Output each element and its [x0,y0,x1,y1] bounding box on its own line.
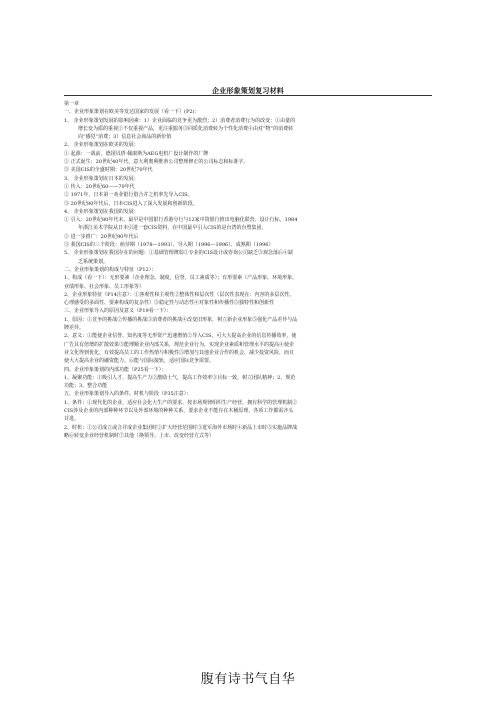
text-line: ② 正式诞生：20世纪40年代，意大利奥利维蒂公司整理修正的公司标志和标准字。 [64,159,249,166]
text-line: 1、构成（看一下）：无形要素（企业理念、制度、信誉、员工素质等）；有形要素（产品形象、环境形象、 [64,275,298,282]
text-line: 四、企业形象策划的内部功能（P25看一下）： [64,366,167,373]
text-line: 5、 企业形象策划在我国存在的问题：①基础管理薄弱②专业的CIS设计或咨询公司缺乏③观念落后④缺 [64,250,294,257]
text-line: 1、条件：①现代化的企业，适应社会化大生产的要求，按市场规律组织生产经营，拥有科学的管理机制② [64,399,298,406]
title-rule [64,95,432,96]
text-line: 并进。 [64,416,80,423]
page-title: 企业形象策划复习材料 [212,86,284,95]
text-line: ③ 20世纪80年代后，日本CIS进入了深入发展和创新阶段。 [64,200,198,207]
text-line: 一、企业形象策划在欧美等发达国家的发展（看一下）(P2)： [64,109,200,116]
text-line: ① 起源：一战前，德国贝塔·佩康斯为AEG电机厂设计制作的厂牌 [64,150,209,157]
text-line: 功能；3、整合功能 [64,383,108,390]
text-line: CIS涉及企业的内部种种环节以及外部环境的种种关系，要求企业不能存在木桶原理，各项工作都需齐头 [64,407,294,414]
text-line: 2、企业形象特征（P14注意）：①客观性和主观性②整体性和层次性（层次性表现在：内容的多层次性、 [64,291,295,298]
text-line: 1、凝聚功能：①吸引人才，提高生产力②激励士气，提高工作效率③目标一致，树立团队精神；2、规范 [64,374,296,381]
text-line: 广告具有倍增的扩散效果③能理顺企业内部关系，规范企业行为，实现企业素质和管理水平的提高④使企 [64,341,295,348]
text-line: 业绩形象、社会形象、员工形象等） [64,283,145,290]
text-line: 业文化得到优化，有效提高员工的工作热情与积极性⑤增加与其他企业合作的机会，减少投资风险，而且 [64,349,295,356]
page-footer: 腹有诗书气自华 [200,672,296,687]
text-line: 2、 企业形象策划在欧美的发展： [64,142,139,149]
text-line: ③ 我国CIS的三个阶段：萌芽期（1978—1993）、导入期（1996—1996）、成熟期（1996） [64,242,274,249]
text-line: ① 引入：20世纪80年代末，最早是中国银行香港分行与12家中资银行推出电脑化联营、设计行标。1984 [64,217,298,224]
text-line: 牌差异。 [64,325,85,332]
text-line: 2、意义：①能使企业信誉、知名度等无形资产迅速增值②导入CIS，可大大提高企业的信息传播效率，使 [64,333,297,340]
text-line: ② 进一步推广：20世纪90年代后 [64,233,139,240]
text-line: 略⑥转变企业经营机制时⑦其他（换领导、上市、改变经营方式等） [64,432,215,439]
text-line: ① 传入：20世纪60——70年代 [64,183,135,190]
text-line: 五、企业形象策划导入的条件、时机与阶段（P35注意）： [64,391,192,398]
text-line: 2、时机：①公司成立或合并成企业集团时②扩大经营范围时③进军海外市场时④新品上市时⑤实施品牌战 [64,424,298,431]
text-line: 1、 企业形象策划发展的影响因素：1）企业面临的竞争更为激烈；2）消费者消费行为的改变：①由量的 [64,117,296,124]
text-line: 心理感受的多面性、要素构成的复杂性）③稳定性与动态性④对象性和传播性⑤独特性和创新性 [64,300,275,307]
text-line: 向“感觉”消费；3）信息社会商品的新价值 [78,134,172,141]
text-line: 二、企业形象策划的构成与特征（P12）： [64,266,157,273]
text-line: 4、 企业形象策划在我国的发展： [64,208,139,215]
text-line: 3、 企业形象策划在日本的发展： [64,175,139,182]
text-line: 第一章 [64,101,80,107]
text-line: ③ 美国CIS的全盛时期：20世纪70年代 [64,167,153,174]
text-line: 乏系统策划。 [78,258,109,265]
text-line: 1、原因：①竞争的挑战②传播的挑战③消费者的挑战④改变旧形象，树立新企业形象⑤强化产品差异与品 [64,316,298,323]
text-line: ② 1971年，日本第一劝业银行借合并之机率先导入CIS。 [64,192,193,199]
text-line: 年浙江美术学院从日本引进一套CIS资料，在中国最早引入CIS的是台湾的台塑集团。 [78,225,267,232]
document-body [64,100,432,440]
text-line: 增长变为质的重视②不仅重视产品，更注重服务③同质化消费转为个性化消费④由对“物”的消费转 [78,125,294,132]
text-line: 三、企业形象导入的原因及意义（P19看一下）： [64,308,172,315]
text-line: 使大大提高企业的融资能力。⑥能与国际接轨，适应国际竞争需要。 [64,358,215,365]
